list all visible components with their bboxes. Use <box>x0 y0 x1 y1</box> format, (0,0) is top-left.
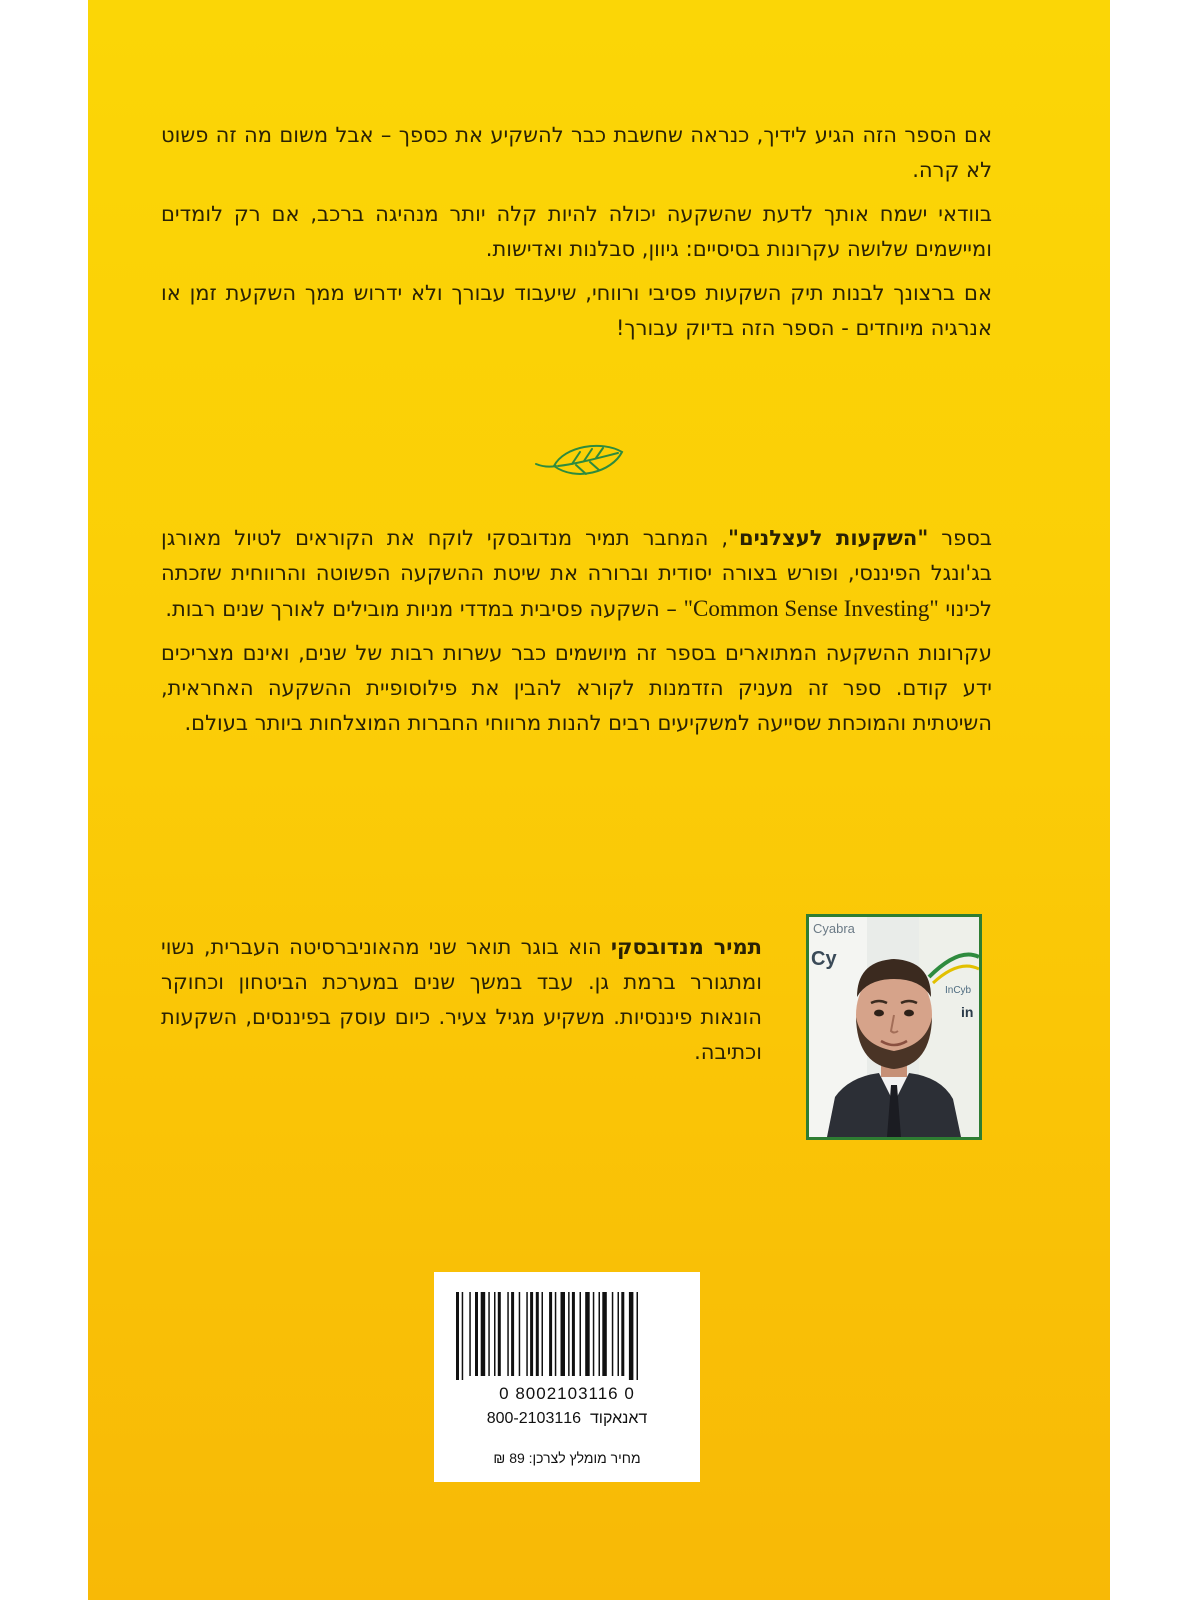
danacode-label: דאנאקוד <box>589 1410 648 1427</box>
bio-paragraph <box>161 930 762 1070</box>
barcode-bar <box>498 1292 501 1376</box>
description-paragraph-1 <box>161 521 992 627</box>
author-photo <box>806 914 982 1140</box>
barcode-bar <box>621 1292 624 1376</box>
barcode-bar <box>519 1292 521 1376</box>
description-paragraph-2: עקרונות ההשקעה המתוארים בספר זה מיושמים כבר עשרות רבות של שנים, ואינם מצריכים ידע קודם. ספר זה מעניק הזדמנות לקורא להבין את פילוסופיית ההשקעה האחראית, השיטתית והמוכחת שסייעה למשקיעים רבים להנות מרווחי החברות המוצלחות ביותר בעולם. <box>161 641 992 735</box>
barcode-bar <box>637 1292 639 1380</box>
leaf-icon <box>532 438 628 486</box>
barcode-bar <box>488 1292 490 1376</box>
intro-paragraph-2: בוודאי ישמח אותך לדעת שהשקעה יכולה להיות קלה יותר מנהיגה ברכב, אם רק לומדים ומיישמים שלושה עקרונות בסיסיים: גיוון, סבלנות ואדישות. <box>161 202 992 261</box>
barcode-bar <box>507 1292 509 1376</box>
barcode-bar <box>530 1292 533 1376</box>
barcode-bar <box>511 1292 514 1376</box>
barcode-bar <box>536 1292 539 1376</box>
barcode-bar <box>585 1292 590 1376</box>
barcode-icon <box>454 1292 682 1380</box>
danacode-number: 800-2103116 <box>486 1410 582 1427</box>
barcode-bar <box>612 1292 614 1376</box>
backdrop-text-4: in <box>961 1004 974 1020</box>
barcode-bar <box>526 1292 528 1376</box>
backdrop-text-2: Cy <box>811 948 837 970</box>
author-bio <box>161 930 762 1079</box>
barcode-bar <box>602 1292 607 1376</box>
barcode-bar <box>475 1292 478 1376</box>
barcode-bar <box>469 1292 471 1376</box>
intro-paragraph-3: אם ברצונך לבנות תיק השקעות פסיבי ורווחי, שיעבוד עבורך ולא ידרוש ממך השקעת זמן או אנרגיה מיוחדים - הספר הזה בדיוק עבורך! <box>161 281 992 340</box>
barcode-bar <box>555 1292 557 1376</box>
barcode-digits: 0 8002103116 0 <box>499 1384 635 1403</box>
book-title: "השקעות לעצלנים" <box>728 526 929 550</box>
barcode-bar <box>542 1292 544 1376</box>
backdrop-text-1: Cyabra <box>813 921 855 936</box>
barcode-bar <box>618 1292 620 1376</box>
english-term: "Common Sense Investing" <box>683 596 939 621</box>
barcode-bar <box>481 1292 486 1376</box>
danacode <box>434 1410 700 1428</box>
description-middle: , המחבר תמיר מנדובסקי לוקח את הקוראים לטיול מאורגן בג'ונגל הפיננסי, ופורש בצורה יסודית וברורה את שיטת ההשקעה הפשוטה והרווחית שזכתה לכינוי <box>161 526 992 621</box>
barcode-bar <box>494 1292 496 1376</box>
barcode-bar <box>462 1292 464 1380</box>
barcode-bar <box>549 1292 552 1376</box>
back-cover <box>88 0 1110 1600</box>
recommended-price: מחיר מומלץ לצרכן: 89 ₪ <box>493 1450 641 1466</box>
barcode-bar <box>593 1292 595 1376</box>
barcode-bar <box>568 1292 570 1376</box>
bio-text: הוא בוגר תואר שני מהאוניברסיטה העברית, נשוי ומתגורר ברמת גן. עבד במשך שנים במערכת הביטחון וכחוקר הונאות פיננסיות. משקיע מגיל צעיר. כיום עוסק בפיננסים, השקעות וכתיבה. <box>161 935 762 1064</box>
barcode-bar <box>599 1292 601 1376</box>
barcode-bar <box>580 1292 582 1376</box>
barcode-label <box>434 1272 700 1482</box>
description-suffix: – השקעה פסיבית במדדי מניות מובילים לאורך שנים רבות. <box>165 597 684 621</box>
barcode-bar <box>629 1292 634 1380</box>
barcode-bar <box>561 1292 566 1376</box>
author-name: תמיר מנדובסקי <box>610 935 762 959</box>
barcode-bar <box>456 1292 459 1380</box>
description-prefix: בספר <box>928 526 992 550</box>
backdrop-text-3: InCyb <box>945 985 972 996</box>
book-description <box>161 521 992 750</box>
barcode-bar <box>572 1292 575 1376</box>
intro-text <box>161 118 992 355</box>
intro-paragraph-1: אם הספר הזה הגיע לידיך, כנראה שחשבת כבר להשקיע את כספך – אבל משום מה זה פשוט לא קרה. <box>161 123 992 182</box>
